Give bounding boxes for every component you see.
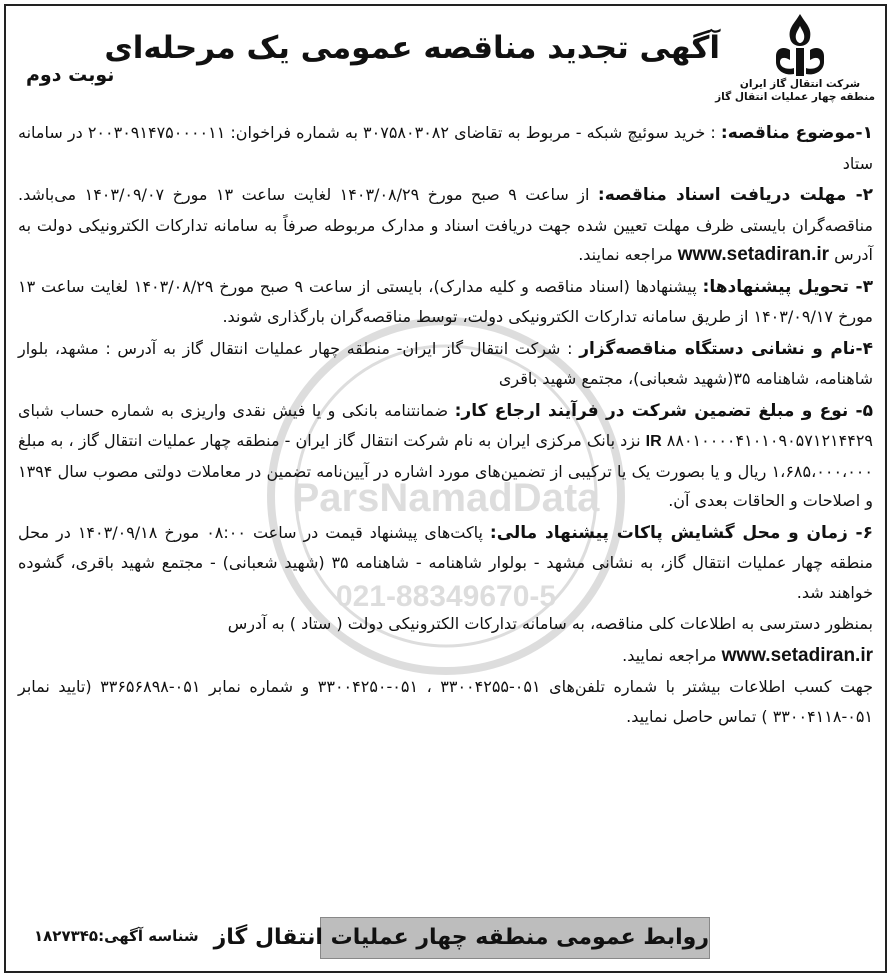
section-document-deadline-text: از ساعت ۹ صبح مورخ ۱۴۰۳/۰۸/۲۹ لغایت ساعت ۱۳ مورخ ۱۴۰۳/۰۹/۰۷ می‌باشد. مناقصه‌گران بایستی ظرف مهلت تعیین شده جهت دریافت اسناد و مدارک مربوطه صرفاً به سامانه تدارکات الکترونیکی دولت به آدرس	[18, 185, 873, 264]
section-bid-submission-text: پیشنهادها (اسناد مناقصه و کلیه مدارک)، بایستی از ساعت ۹ صبح مورخ ۱۴۰۳/۰۸/۲۹ لغایت ساعت ۱۳ مورخ ۱۴۰۳/۰۹/۱۷ از طریق سامانه تدارکات الکترونیکی دولت، توسط مناقصه‌گران بارگذاری شوند.	[18, 276, 873, 326]
section-document-deadline-label: ۲- مهلت دریافت اسناد مناقصه:	[597, 185, 874, 205]
watermark-text: ParsNamadData	[292, 476, 600, 520]
org-name-line1: شرکت انتقال گاز ایران	[739, 78, 861, 90]
section-guarantee-text-b: نزد بانک مرکزی ایران به نام شرکت انتقال گاز ایران - منطقه چهار عملیات انتقال گاز ، به مبلغ ۱،۶۸۵،۰۰۰،۰۰۰ ریال و یا بصورت یک یا ترکیبی از تضمین‌های مورد اشاره در آیین‌نامه تضمین در معاملات دولتی مصوب سال ۱۳۹۴ و اصلاحات و الحاقات بعدی آن.	[18, 431, 873, 510]
section-document-deadline-tail: مراجعه نمایند.	[578, 245, 678, 264]
ad-id: شناسه آگهی:۱۸۲۷۳۴۵	[34, 927, 199, 945]
section-organizer-address-label: ۴-نام و نشانی دستگاه مناقصه‌گزار	[579, 338, 873, 359]
setadiran-link-2[interactable]: www.setadiran.ir	[721, 644, 873, 666]
section-bid-submission	[18, 272, 873, 332]
section-access	[18, 609, 873, 639]
advertisement-frame	[4, 4, 887, 973]
section-access-tail: مراجعه نمایید.	[622, 645, 722, 665]
section-guarantee-text-a: ضمانتنامه بانکی و یا فیش نقدی واریزی به شماره حساب شبای ۸۸۰۱۰۰۰۰۴۱۰۱۰۹۰۵۷۱۲۱۴۴۲۹	[18, 400, 874, 450]
page-title: آگهی تجدید مناقصه عمومی یک مرحله‌ای	[104, 30, 720, 66]
section-bid-submission-label: ۳- تحویل پیشنهادها:	[702, 276, 874, 297]
footer	[6, 911, 885, 963]
notice-body	[18, 118, 873, 733]
section-access-url-line	[18, 641, 873, 671]
section-subject-text: : خرید سوئیچ شبکه - مربوط به تقاضای ۳۰۷۵۸۰۳۰۸۲ به شماره فراخوان: ۲۰۰۳۰۹۱۴۷۵۰۰۰۰۱۱ در سامانه ستاد	[18, 123, 873, 173]
section-contact-text: جهت کسب اطلاعات بیشتر با شماره تلفن‌های ۰۵۱-۳۳۰۰۴۲۵۵ ، ۰۵۱-۳۳۰۰۴۲۵۰ و شماره نمابر ۰۵۱-۳۳۶۵۶۸۹۸ (تایید نمابر ۰۵۱-۳۳۰۰۴۱۱۸ ) تماس حاصل نمایید.	[18, 677, 874, 726]
section-organizer-address-text: : شرکت انتقال گاز ایران- منطقه چهار عملیات انتقال گاز به آدرس : مشهد، بلوار شاهنامه، شاهنامه ۳۵(شهید شعبانی)، مجتمع شهید باقری	[18, 338, 873, 388]
public-relations-banner: روابط عمومی منطقه چهار عملیات انتقال گاز	[320, 917, 710, 959]
section-opening	[18, 518, 873, 608]
section-subject-label: ۱-موضوع مناقصه:	[720, 123, 873, 143]
watermark-number: 021-88349670-5	[335, 580, 557, 613]
section-subject	[18, 118, 873, 178]
org-name-line2: منطقه چهار عملیات انتقال گاز	[715, 91, 875, 103]
header	[6, 6, 885, 111]
section-document-deadline	[18, 180, 873, 270]
iban-prefix: IR	[645, 433, 662, 450]
section-organizer-address	[18, 334, 873, 394]
setadiran-link[interactable]: www.setadiran.ir	[677, 244, 830, 265]
section-contact	[18, 672, 873, 731]
round-label: نوبت دوم	[26, 64, 115, 86]
section-guarantee-label: ۵- نوع و مبلغ تضمین شرکت در فرآیند ارجاع کار:	[454, 400, 873, 421]
section-opening-text: پاکت‌های پیشنهاد قیمت در ساعت ۰۸:۰۰ مورخ ۱۴۰۳/۰۹/۱۸ در محل منطقه چهار عملیات انتقال گاز، به نشانی مشهد - بولوار شاهنامه - شاهنامه ۳۵ (شهید شعبانی) - مجتمع شهید باقری، گشوده خواهند شد.	[18, 522, 874, 602]
section-guarantee	[18, 396, 873, 516]
flame-logo-icon	[770, 12, 830, 78]
company-logo	[715, 12, 875, 108]
section-opening-label: ۶- زمان و محل گشایش پاکات پیشنهاد مالی:	[489, 522, 874, 543]
section-access-text: بمنظور دسترسی به اطلاعات کلی مناقصه، به سامانه تدارکات الکترونیکی دولت ( ستاد ) به آدرس	[227, 614, 873, 633]
